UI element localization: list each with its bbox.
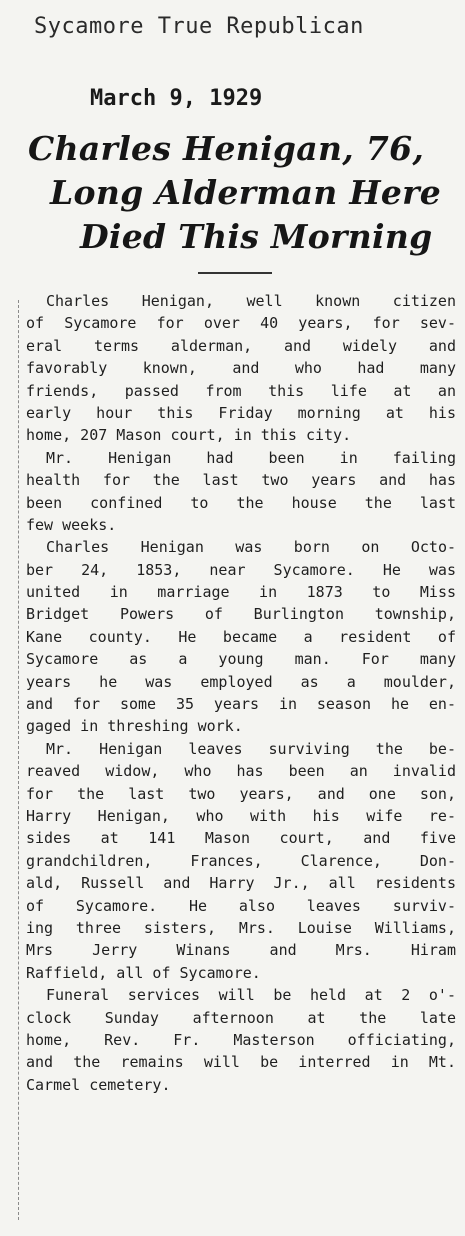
article-line: years he was employed as a moulder, — [26, 672, 456, 691]
headline-divider — [198, 272, 272, 274]
article-paragraph — [26, 290, 456, 447]
article-line: Charles Henigan, well known citizen — [46, 292, 456, 310]
article-line: Harry Henigan, who with his wife re- — [26, 806, 456, 825]
article-line: and the remains will be interred in Mt. — [26, 1053, 456, 1072]
article-line: Kane county. He became a resident of — [26, 627, 456, 646]
article-line: grandchildren, Frances, Clarence, Don- — [26, 851, 456, 870]
article-line: Carmel cemetery. — [26, 1075, 171, 1094]
article-paragraph — [26, 536, 456, 738]
article-line: early hour this Friday morning at his — [26, 403, 456, 422]
article-line: health for the last two years and has — [26, 471, 456, 490]
article-line: ber 24, 1853, near Sycamore. He was — [26, 560, 456, 579]
article-line: gaged in threshing work. — [26, 717, 243, 736]
article-line: Charles Henigan was born on Octo- — [46, 538, 456, 557]
article-line: home, 207 Mason court, in this city. — [26, 426, 352, 445]
article-line: friends, passed from this life at an — [26, 381, 456, 400]
article-line: favorably known, and who had many — [26, 359, 456, 378]
article-paragraph — [26, 738, 456, 984]
article-line: of Sycamore for over 40 years, for sev- — [26, 314, 456, 333]
article-line: eral terms alderman, and widely and — [26, 336, 456, 355]
article-paragraph — [26, 447, 456, 537]
headline-line-1: Charles Henigan, 76, — [28, 129, 425, 168]
article-paragraph — [26, 984, 456, 1096]
article-line: sides at 141 Mason court, and five — [26, 829, 456, 848]
article-line: and for some 35 years in season he en- — [26, 695, 456, 714]
article-line: Funeral services will be held at 2 o'- — [46, 986, 456, 1005]
article-line: Mr. Henigan leaves surviving the be- — [46, 739, 456, 758]
article-line: Sycamore as a young man. For many — [26, 650, 456, 669]
article-line: ing three sisters, Mrs. Louise Williams, — [26, 918, 456, 937]
article-body — [26, 290, 456, 1096]
article-line: been confined to the house the last — [26, 493, 456, 512]
headline-line-3: Died This Morning — [80, 217, 433, 256]
article-line: few weeks. — [26, 515, 117, 534]
column-edge — [18, 300, 19, 1220]
article-line: Mrs Jerry Winans and Mrs. Hiram — [26, 941, 456, 960]
newspaper-source: Sycamore True Republican — [34, 14, 364, 39]
article-line: for the last two years, and one son, — [26, 784, 456, 803]
article-line: home, Rev. Fr. Masterson officiating, — [26, 1030, 456, 1049]
article-date: March 9, 1929 — [90, 86, 263, 111]
article-line: clock Sunday afternoon at the late — [26, 1008, 456, 1027]
article-line: united in marriage in 1873 to Miss — [26, 583, 456, 602]
article-line: Raffield, all of Sycamore. — [26, 963, 261, 982]
article-line: ald, Russell and Harry Jr., all residents — [26, 874, 456, 893]
article-line: Bridget Powers of Burlington township, — [26, 605, 456, 624]
article-line: of Sycamore. He also leaves surviv- — [26, 896, 456, 915]
article-line: Mr. Henigan had been in failing — [46, 448, 456, 467]
article-line: reaved widow, who has been an invalid — [26, 762, 456, 781]
headline-line-2: Long Alderman Here — [50, 173, 442, 212]
